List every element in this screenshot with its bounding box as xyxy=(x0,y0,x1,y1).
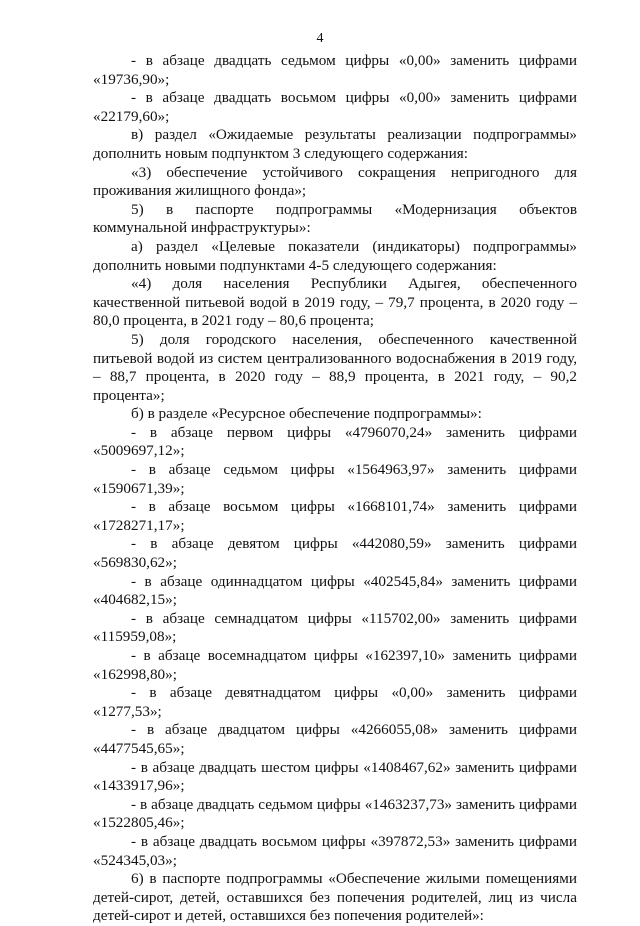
paragraph-1: - в абзаце двадцать седьмом цифры «0,00» заменить цифрами «19736,90»; xyxy=(93,52,577,88)
paragraph-22: 6) в паспорте подпрограммы «Обеспечение жилыми помещениями детей-сирот, детей, оставшихся без попечения родителей, лиц из числа детей-сирот и детей, оставшихся без попечения родителей»: xyxy=(93,870,577,925)
paragraph-13: - в абзаце девятом цифры «442080,59» заменить цифрами «569830,62»; xyxy=(93,535,577,572)
paragraph-12: - в абзаце восьмом цифры «1668101,74» заменить цифрами «1728271,17»; xyxy=(93,498,577,534)
paragraph-16: - в абзаце восемнадцатом цифры «162397,10» заменить цифрами «162998,80»; xyxy=(93,647,577,683)
paragraph-7: «4) доля населения Республики Адыгея, обеспеченного качественной питьевой водой в 2019 году, – 79,7 процента, в 2020 году – 80,0 процента, в 2021 году – 80,6 процента; xyxy=(93,275,577,330)
paragraph-21: - в абзаце двадцать восьмом цифры «397872,53» заменить цифрами «524345,03»; xyxy=(93,832,577,869)
paragraph-4: «3) обеспечение устойчивого сокращения непригодного для проживания жилищного фонда»; xyxy=(93,163,577,200)
paragraph-10: - в абзаце первом цифры «4796070,24» заменить цифрами «5009697,12»; xyxy=(93,423,577,460)
paragraph-14: - в абзаце одиннадцатом цифры «402545,84» заменить цифрами «404682,15»; xyxy=(93,572,577,609)
paragraph-15: - в абзаце семнадцатом цифры «115702,00» заменить цифрами «115959,08»; xyxy=(93,609,577,646)
paragraph-20: - в абзаце двадцать седьмом цифры «1463237,73» заменить цифрами «1522805,46»; xyxy=(93,795,577,832)
paragraph-8: 5) доля городского населения, обеспеченного качественной питьевой водой из систем централизованного водоснабжения в 2019 году, – 88,7 процента, в 2020 году – 88,9 процента, в 2021 году, – 90,2 процента»; xyxy=(93,330,577,404)
paragraph-3: в) раздел «Ожидаемые результаты реализации подпрограммы» дополнить новым подпунктом 3 следующего содержания: xyxy=(93,126,577,162)
paragraph-11: - в абзаце седьмом цифры «1564963,97» заменить цифрами «1590671,39»; xyxy=(93,461,577,497)
page-number: 4 xyxy=(316,31,324,46)
paragraph-6: а) раздел «Целевые показатели (индикаторы) подпрограммы» дополнить новыми подпунктами 4-5 следующего содержания: xyxy=(93,237,577,274)
paragraph-18: - в абзаце двадцатом цифры «4266055,08» заменить цифрами «4477545,65»; xyxy=(93,721,577,757)
document-body xyxy=(93,52,577,926)
paragraph-17: - в абзаце девятнадцатом цифры «0,00» заменить цифрами «1277,53»; xyxy=(93,684,577,720)
paragraph-2: - в абзаце двадцать восьмом цифры «0,00» заменить цифрами «22179,60»; xyxy=(93,89,577,125)
paragraph-9: б) в разделе «Ресурсное обеспечение подпрограммы»: xyxy=(131,405,482,423)
paragraph-5: 5) в паспорте подпрограммы «Модернизация объектов коммунальной инфраструктуры»: xyxy=(93,200,577,237)
paragraph-19: - в абзаце двадцать шестом цифры «1408467,62» заменить цифрами «1433917,96»; xyxy=(93,758,577,795)
